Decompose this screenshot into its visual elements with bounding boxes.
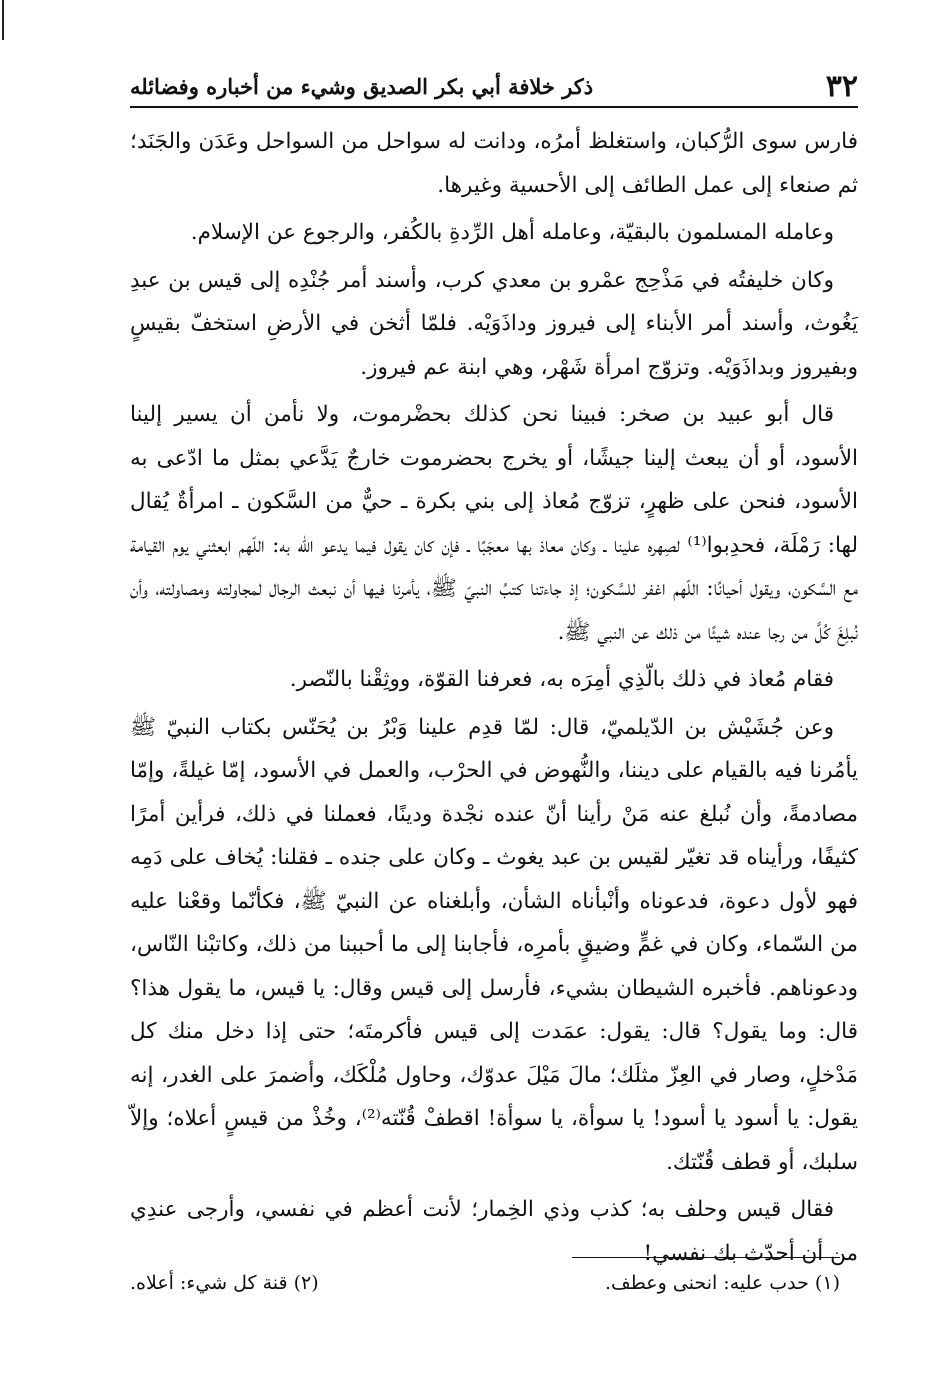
paragraph: وعن جُشَيْش بن الدّيلميّ، قال: لمّا قدِم علينا وَبْرُ بن يُحَنّس بكتاب النبيّ ﷺ يأمُرنا فيه بالقيام على ديننا، والنُّهوض في الحرْب، والعمل في الأسود، إمّا غيلةً، وإمّا مصادمةً، وأن نُبلغ عنه مَنْ رأينا أنّ عنده نجْدة ودينًا، فعملنا في ذلك، فرأين أمرًا كثيفًا، ورأيناه قد تغيّر لقيس بن عبد يغوث ـ وكان على جنده ـ فقلنا: يُخاف على دَمِه فهو لأول دعوة، فدعوناه وأنْبأناه الشأن، وأبلغناه عن النبيّ ﷺ، فكأنّما وقعْنا عليه من السّماء، وكان في غمٍّ وضيقٍ بأمرِه، فأجابنا إلى ما أحببنا من ذلك، وكاتبْنا النّاس، ودعوناهم. فأخبره الشيطان بشيء، فأرسل إلى قيس وقال: يا قيس، ما يقول هذا؟ قال: وما يقول؟ قال: يقول: عمَدت إلى قيس فأكرمتَه؛ حتى إذا دخل منك كل مَدْخلٍ، وصار في العِزّ مثلَك؛ مالَ مَيْلَ عدوّك، وحاول مُلْكَك، وأضمرَ على الغدر، إنه يقول: يا أسود يا أسود! يا سوأة، يا سوأة! اقطفْ قُنّته⁽²⁾، وخُذْ من قيسٍ أعلاه؛ وإلاّ سلبك، أو قطف قُنّتك.	[130, 714, 858, 1175]
page-number: ٣٢	[825, 68, 858, 104]
paragraph: فارس سوى الرُّكبان، واستغلظ أمرُه، ودانت له سواحل من السواحل وعَدَن والجَنَد؛ ثم صنعاء إلى عمل الطائف إلى الأحسية وغيرها.	[130, 129, 858, 198]
footnotes	[130, 1272, 840, 1294]
paragraph: قال أبو عبيد بن صخر: فبينا نحن كذلك بحضْرموت، ولا نأمن أن يسير إلينا الأسود، أو أن يبعث إلينا جيشًا، أو يخرج بحضرموت خارجٌ يَدَّعي بمثل ما ادّعى به الأسود، فنحن على ظهرٍ، تزوّج مُعاذ إلى بني بكرة ـ حيٌّ من السَّكون ـ امرأةٌ يُقال لها: رَمْلَة، فحدِبوا⁽¹⁾ لصِهره علينا ـ وكان معاذ بها معجَبًا ـ فإن كان يقول فيما يدعو الله به: اللّهم ابعثني يوم القيامة مع السَّكون، ويقول أحيانًا: اللّهم اغفر للسَّكون؛ إذ جاءتنا كتبُ النبيّ ﷺ، يأمرنا فيها أن نبعث الرجال لمجاولته ومصاولته، وأن نُبلِغَ كُلَّ من رجا عنده شيئًا من ذلك عن النبي ﷺ.	[130, 402, 858, 645]
page-edge-mark	[2, 0, 4, 40]
page-header	[130, 66, 858, 108]
paragraph: فقام مُعاذ في ذلك بالّذِي أمِرَه به، فعرفنا القوّة، ووثِقْنا بالنّصر.	[289, 667, 834, 692]
paragraph: وكان خليفتُه في مَذْحِج عمْرو بن معدي كرب، وأسند أمر جُنْدِه إلى قيس بن عبدِ يَغُوث، وأسند أمر الأبناء إلى فيروز وداذَوَيْه. فلمّا أثخن في الأرضِ استخفّ بقيسٍ وبفيروز وبداذَوَيْه. وتزوّج امرأة شَهْر، وهي ابنة عم فيروز.	[130, 267, 858, 380]
footnote-1: (١) حدب عليه: انحنى وعطف.	[605, 1272, 840, 1294]
running-title: ذكر خلافة أبي بكر الصديق وشيء من أخباره وفضائله	[130, 73, 594, 99]
footnote-2: (٢) قنة كل شيء: أعلاه.	[130, 1272, 319, 1294]
paragraph: فقال قيس وحلف به؛ كذب وذي الخِمار؛ لأنت أعظم في نفسي، وأرجى عندِي من أن أحدّث بك نفسي!	[130, 1197, 858, 1266]
body-text	[130, 120, 858, 1275]
footnote-divider	[572, 1257, 840, 1258]
paragraph: وعامله المسلمون بالبقيّة، وعامله أهل الرِّدةِ بالكُفر، والرجوع عن الإسلام.	[190, 220, 834, 245]
